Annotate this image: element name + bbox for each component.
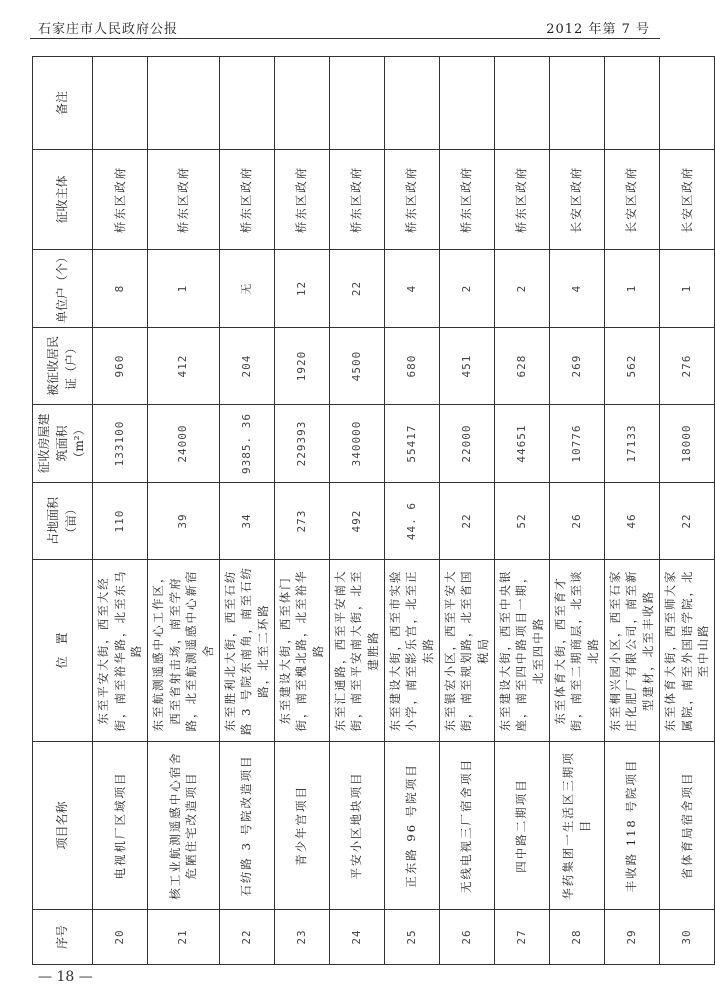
table-body xyxy=(93,57,715,965)
cell-authority: 桥东区政府 xyxy=(93,150,148,250)
cell-seq: 20 xyxy=(93,910,148,965)
cell-name: 正东路 96 号院项目 xyxy=(384,742,439,910)
col-remarks: 备注 xyxy=(33,57,93,150)
cell-seq: 22 xyxy=(219,910,274,965)
cell-seq: 23 xyxy=(274,910,329,965)
cell-units: 2 xyxy=(439,250,494,328)
table-row xyxy=(494,57,549,965)
cell-remarks xyxy=(329,57,384,150)
cell-authority: 桥东区政府 xyxy=(494,150,549,250)
cell-units: 4 xyxy=(384,250,439,328)
cell-remarks xyxy=(494,57,549,150)
expropriation-table-rotated xyxy=(32,57,711,965)
cell-seq: 30 xyxy=(659,910,714,965)
cell-location: 东至汇通路，西至平安南大街，南至平安南大街，北至建胜路 xyxy=(329,560,384,742)
cell-authority: 桥东区政府 xyxy=(329,150,384,250)
cell-building-area: 44651 xyxy=(494,405,549,483)
table-row xyxy=(329,57,384,965)
cell-authority: 长安区政府 xyxy=(549,150,604,250)
table-row xyxy=(219,57,274,965)
col-units: 单位户（个） xyxy=(33,250,93,328)
table-row xyxy=(659,57,714,965)
col-land-area: 占地面积（亩） xyxy=(33,483,93,560)
table-row xyxy=(274,57,329,965)
cell-location: 东至胜利北大街，西至石纺路 3 号院东南角，南至石纺路，北至二环路 xyxy=(219,560,274,742)
cell-residents: 269 xyxy=(549,328,604,405)
col-location: 位 置 xyxy=(33,560,93,742)
col-residents: 被征收居民证（户） xyxy=(33,328,93,405)
cell-residents: 4500 xyxy=(329,328,384,405)
cell-building-area: 55417 xyxy=(384,405,439,483)
cell-authority: 长安区政府 xyxy=(659,150,714,250)
cell-units: 1 xyxy=(604,250,659,328)
cell-building-area: 17133 xyxy=(604,405,659,483)
cell-residents: 562 xyxy=(604,328,659,405)
cell-authority: 桥东区政府 xyxy=(439,150,494,250)
cell-building-area: 18000 xyxy=(659,405,714,483)
page-number: — 18 — xyxy=(38,969,93,985)
cell-seq: 29 xyxy=(604,910,659,965)
cell-units: 2 xyxy=(494,250,549,328)
cell-name: 华药集团一生活区三期项目 xyxy=(549,742,604,910)
cell-authority: 长安区政府 xyxy=(604,150,659,250)
cell-units: 8 xyxy=(93,250,148,328)
cell-land-area: 26 xyxy=(549,483,604,560)
cell-building-area: 133100 xyxy=(93,405,148,483)
cell-remarks xyxy=(549,57,604,150)
cell-authority: 桥东区政府 xyxy=(274,150,329,250)
cell-land-area: 273 xyxy=(274,483,329,560)
cell-remarks xyxy=(274,57,329,150)
col-name: 项目名称 xyxy=(33,742,93,910)
cell-residents: 204 xyxy=(219,328,274,405)
table-row xyxy=(604,57,659,965)
cell-remarks xyxy=(604,57,659,150)
cell-residents: 1920 xyxy=(274,328,329,405)
cell-building-area: 229393 xyxy=(274,405,329,483)
cell-seq: 21 xyxy=(148,910,220,965)
cell-seq: 28 xyxy=(549,910,604,965)
cell-location: 东至建设大街，西至中央银座，南至四中路项目一期，北至四中路 xyxy=(494,560,549,742)
cell-remarks xyxy=(659,57,714,150)
cell-remarks xyxy=(93,57,148,150)
publication-title: 石家庄市人民政府公报 xyxy=(38,22,179,37)
cell-land-area: 22 xyxy=(659,483,714,560)
cell-units: 1 xyxy=(659,250,714,328)
cell-name: 电视机厂区域项目 xyxy=(93,742,148,910)
cell-name: 四中路二期项目 xyxy=(494,742,549,910)
cell-building-area: 340000 xyxy=(329,405,384,483)
cell-residents: 412 xyxy=(148,328,220,405)
cell-location: 东至桐兴园小区，西至石家庄化肥厂有限公司，南至新型建材，北至丰收路 xyxy=(604,560,659,742)
cell-building-area: 10776 xyxy=(549,405,604,483)
cell-name: 核工业航测遥感中心宿舍危陋住宅改造项目 xyxy=(148,742,220,910)
cell-land-area: 44. 6 xyxy=(384,483,439,560)
cell-location: 东至航测遥感中心工作区，西至省射击场，南至学府路，北至航测遥感中心新宿舍 xyxy=(148,560,220,742)
cell-name: 无线电视三厂宿舍项目 xyxy=(439,742,494,910)
cell-land-area: 110 xyxy=(93,483,148,560)
table-row xyxy=(148,57,220,965)
cell-remarks xyxy=(219,57,274,150)
cell-location: 东至体育大街，西至育才街，南至二期商层，北至谈北路 xyxy=(549,560,604,742)
cell-land-area: 492 xyxy=(329,483,384,560)
cell-name: 丰收路 118 号院项目 xyxy=(604,742,659,910)
cell-residents: 960 xyxy=(93,328,148,405)
cell-authority: 桥东区政府 xyxy=(219,150,274,250)
cell-name: 省体育局宿舍项目 xyxy=(659,742,714,910)
cell-land-area: 52 xyxy=(494,483,549,560)
expropriation-table xyxy=(32,56,715,965)
table-row xyxy=(93,57,148,965)
cell-authority: 桥东区政府 xyxy=(148,150,220,250)
cell-residents: 276 xyxy=(659,328,714,405)
col-authority: 征收主体 xyxy=(33,150,93,250)
cell-seq: 24 xyxy=(329,910,384,965)
cell-name: 青少年宫项目 xyxy=(274,742,329,910)
cell-location: 东至平安大街，西至大经街，南至裕华路，北至东马路 xyxy=(93,560,148,742)
cell-seq: 27 xyxy=(494,910,549,965)
cell-building-area: 22000 xyxy=(439,405,494,483)
cell-remarks xyxy=(439,57,494,150)
col-building-area: 征收房屋建筑面积（m²） xyxy=(33,405,93,483)
cell-location: 东至建设大街，西至体门街，南至槐北路，北至裕华路 xyxy=(274,560,329,742)
cell-location: 东至建设大街，西至市实验小学，南至影乐宫，北至正东路 xyxy=(384,560,439,742)
cell-units: 4 xyxy=(549,250,604,328)
cell-land-area: 34 xyxy=(219,483,274,560)
cell-land-area: 46 xyxy=(604,483,659,560)
cell-land-area: 22 xyxy=(439,483,494,560)
cell-authority: 桥东区政府 xyxy=(384,150,439,250)
issue-number: 2012 年第 7 号 xyxy=(546,22,650,37)
cell-seq: 26 xyxy=(439,910,494,965)
cell-units: 22 xyxy=(329,250,384,328)
cell-name: 平安小区地块项目 xyxy=(329,742,384,910)
cell-location: 东至银宏小区，西至平安大街，南至规划路，北至省国税局 xyxy=(439,560,494,742)
cell-seq: 25 xyxy=(384,910,439,965)
cell-remarks xyxy=(384,57,439,150)
table-row xyxy=(384,57,439,965)
cell-units: 12 xyxy=(274,250,329,328)
cell-name: 石纺路 3 号院改造项目 xyxy=(219,742,274,910)
cell-building-area: 24000 xyxy=(148,405,220,483)
cell-residents: 628 xyxy=(494,328,549,405)
cell-residents: 451 xyxy=(439,328,494,405)
table-header-row xyxy=(33,57,93,965)
table-row xyxy=(439,57,494,965)
cell-units: 1 xyxy=(148,250,220,328)
cell-building-area: 9385. 36 xyxy=(219,405,274,483)
header-divider xyxy=(30,38,660,39)
table-row xyxy=(549,57,604,965)
cell-land-area: 39 xyxy=(148,483,220,560)
col-seq: 序号 xyxy=(33,910,93,965)
cell-units: 无 xyxy=(219,250,274,328)
cell-residents: 680 xyxy=(384,328,439,405)
cell-remarks xyxy=(148,57,220,150)
cell-location: 东至体育大街，西至师大家属院，南至外国语学院，北至中山路 xyxy=(659,560,714,742)
